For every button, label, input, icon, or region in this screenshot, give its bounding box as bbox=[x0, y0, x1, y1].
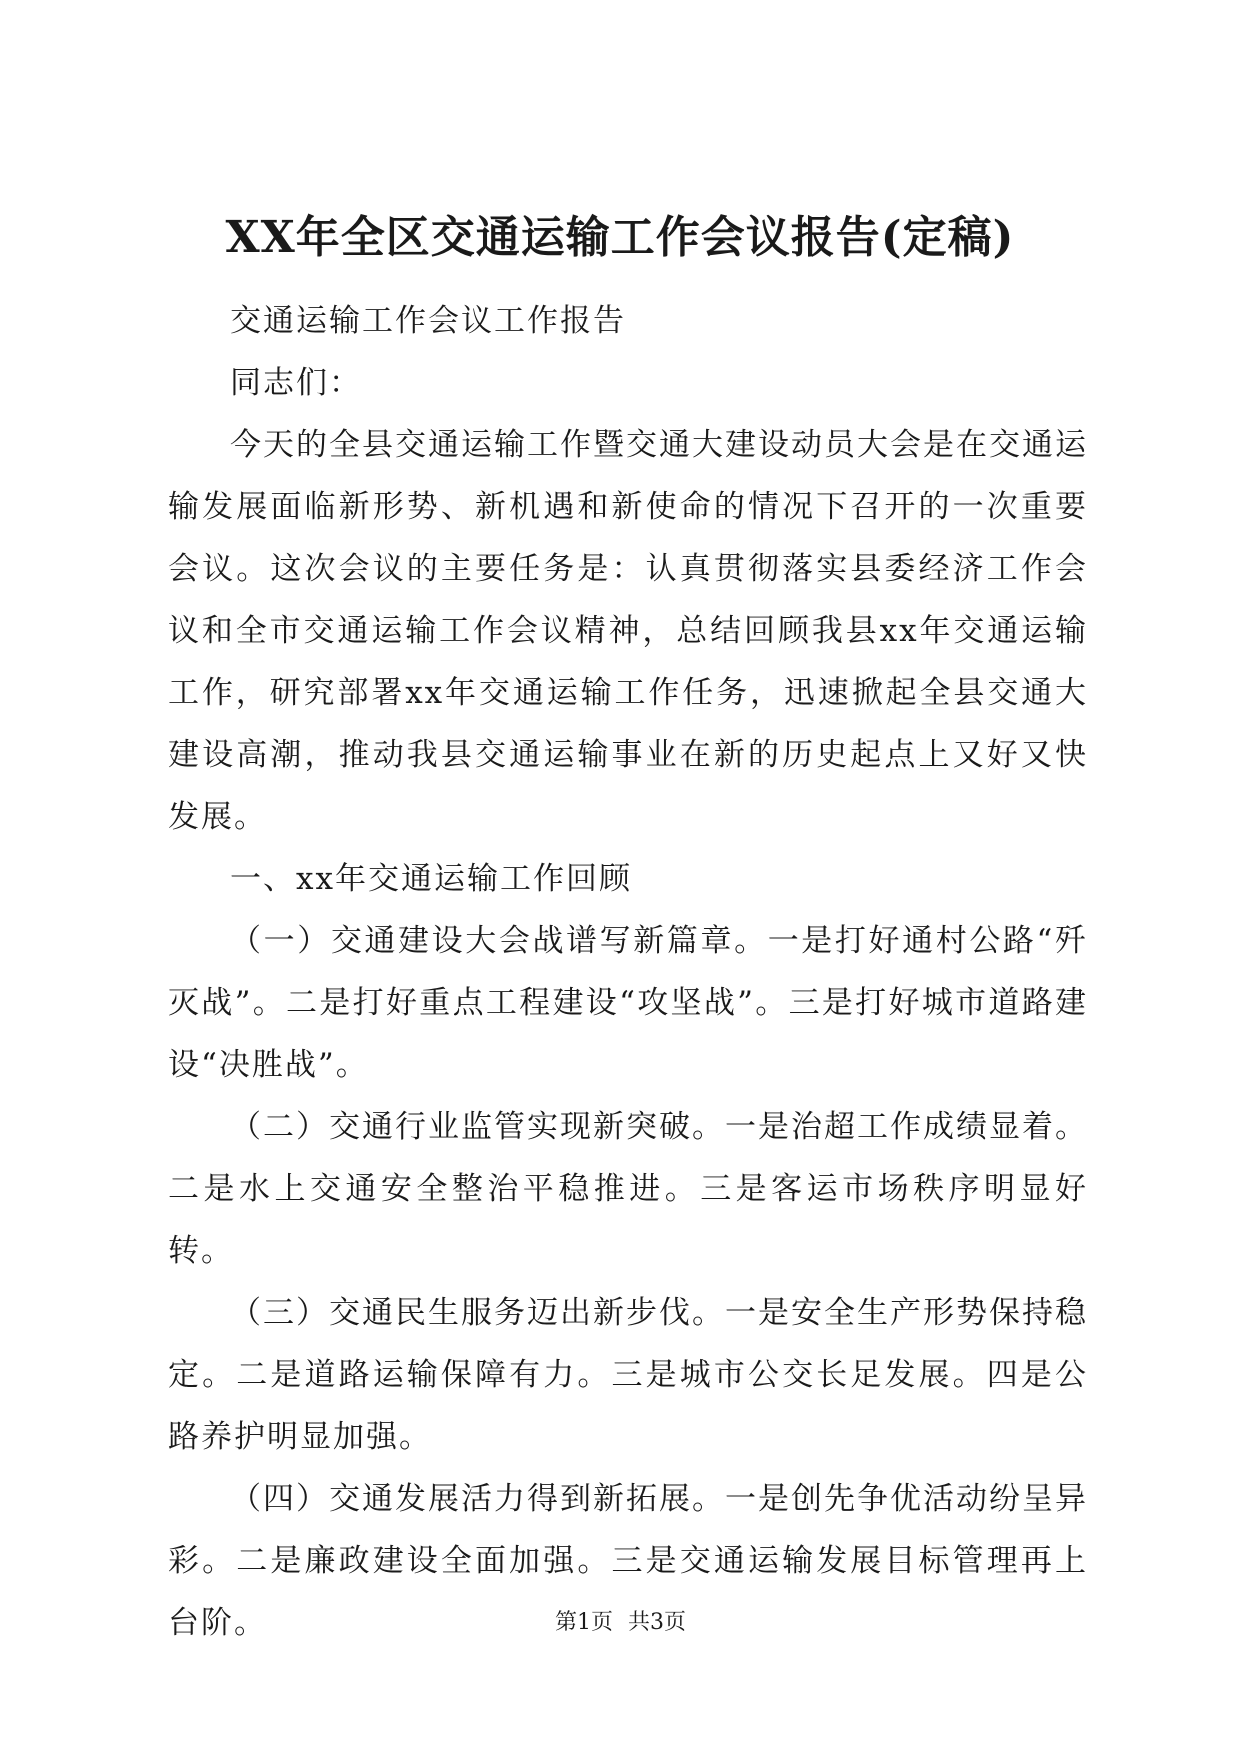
body-paragraph: （二）交通行业监管实现新突破。一是治超工作成绩显着。二是水上交通安全整治平稳推进。三是客运市场秩序明显好转。 bbox=[168, 1109, 1088, 1269]
document-title: XX年全区交通运输工作会议报告(定稿) bbox=[225, 212, 1015, 263]
page-footer bbox=[0, 1608, 1241, 1638]
page-total: 共3页 bbox=[628, 1610, 686, 1635]
salutation: 同志们： bbox=[230, 365, 362, 401]
body-paragraph: 今天的全县交通运输工作暨交通大建设动员大会是在交通运输发展面临新形势、新机遇和新使命的情况下召开的一次重要会议。这次会议的主要任务是：认真贯彻落实县委经济工作会议和全市交通运输工作会议精神，总结回顾我县xx年交通运输工作，研究部署xx年交通运输工作任务，迅速掀起全县交通大建设高潮，推动我县交通运输事业在新的历史起点上又好又快发展。 bbox=[168, 427, 1088, 835]
section-heading: 一、xx年交通运输工作回顾 bbox=[230, 861, 632, 897]
document-body bbox=[168, 290, 1088, 1654]
body-paragraph: （四）交通发展活力得到新拓展。一是创先争优活动纷呈异彩。二是廉政建设全面加强。三是交通运输发展目标管理再上台阶。 bbox=[168, 1481, 1088, 1641]
body-paragraph: （三）交通民生服务迈出新步伐。一是安全生产形势保持稳定。二是道路运输保障有力。三是城市公交长足发展。四是公路养护明显加强。 bbox=[168, 1295, 1088, 1455]
body-paragraph: （一）交通建设大会战谱写新篇章。一是打好通村公路“歼灭战”。二是打好重点工程建设“攻坚战”。三是打好城市道路建设“决胜战”。 bbox=[168, 923, 1088, 1083]
page-number: 第1页 bbox=[555, 1610, 613, 1635]
report-subtitle: 交通运输工作会议工作报告 bbox=[230, 303, 626, 339]
